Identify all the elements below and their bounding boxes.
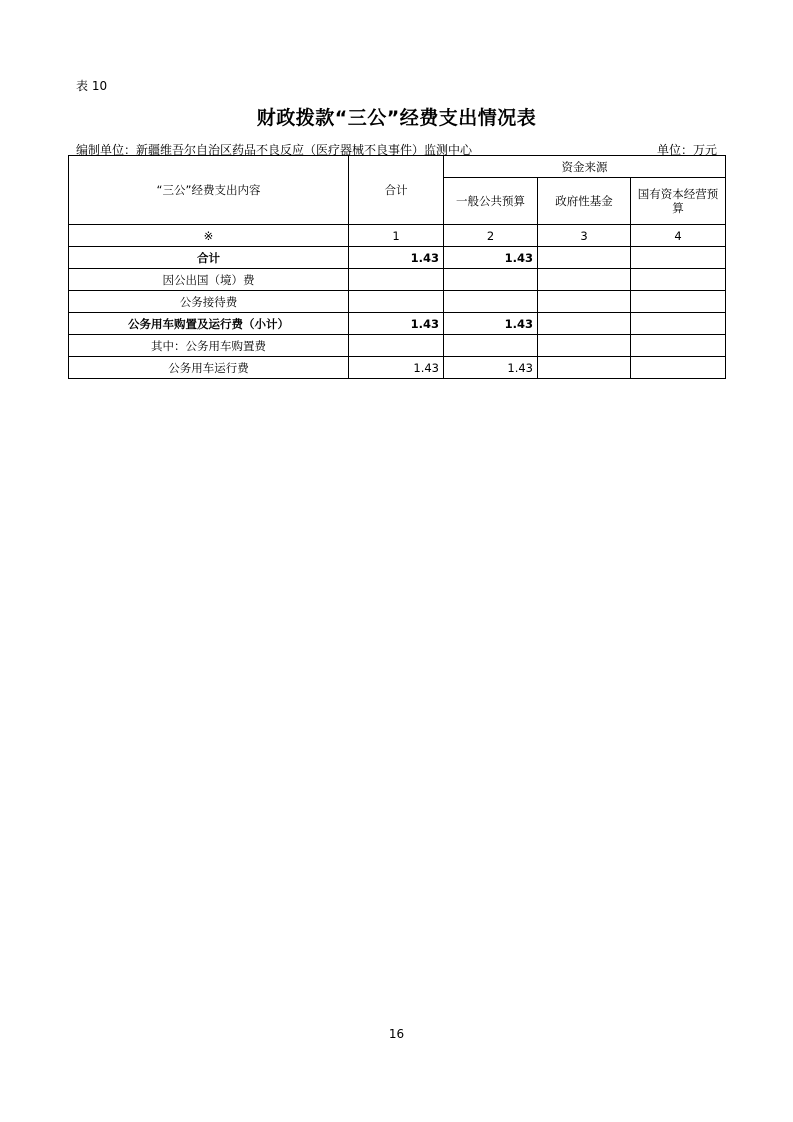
index-col-3: 3	[538, 225, 631, 247]
row-total	[349, 335, 444, 357]
table-row-vehicle-operation	[69, 357, 726, 379]
header-total: 合计	[349, 156, 444, 225]
row-state	[631, 357, 726, 379]
row-general: 1.43	[444, 357, 538, 379]
row-general: 1.43	[444, 247, 538, 269]
row-state	[631, 247, 726, 269]
row-label: 合计	[69, 247, 349, 269]
table-row-vehicle-purchase	[69, 335, 726, 357]
header-gov-fund: 政府性基金	[538, 178, 631, 225]
row-label: 其中：公务用车购置费	[69, 335, 349, 357]
row-gov	[538, 291, 631, 313]
header-state-capital: 国有资本经营预算	[631, 178, 726, 225]
row-state	[631, 313, 726, 335]
row-label: 公务接待费	[69, 291, 349, 313]
row-total	[349, 269, 444, 291]
table-label: 表 10	[76, 79, 108, 93]
page-title: 财政拨款“三公”经费支出情况表	[256, 107, 537, 129]
compiling-unit: 编制单位：新疆维吾尔自治区药品不良反应（医疗器械不良事件）监测中心	[76, 143, 473, 157]
row-total: 1.43	[349, 313, 444, 335]
header-general-budget: 一般公共预算	[444, 178, 538, 225]
page-number: 16	[388, 1027, 405, 1041]
row-total: 1.43	[349, 357, 444, 379]
row-total: 1.43	[349, 247, 444, 269]
header-content: “三公”经费支出内容	[69, 156, 349, 225]
row-general	[444, 269, 538, 291]
index-row	[69, 225, 726, 247]
row-general	[444, 291, 538, 313]
header-funding-source: 资金来源	[444, 156, 726, 178]
table-row-reception	[69, 291, 726, 313]
currency-unit: 单位：万元	[656, 143, 717, 157]
row-gov	[538, 357, 631, 379]
row-general: 1.43	[444, 313, 538, 335]
table-row-total	[69, 247, 726, 269]
table-row-travel-abroad	[69, 269, 726, 291]
table-row-vehicle-subtotal	[69, 313, 726, 335]
expense-table	[68, 155, 726, 379]
row-label: 公务用车购置及运行费（小计）	[69, 313, 349, 335]
row-state	[631, 291, 726, 313]
index-col-2: 2	[444, 225, 538, 247]
row-total	[349, 291, 444, 313]
index-col-1: 1	[349, 225, 444, 247]
row-gov	[538, 335, 631, 357]
index-label: ※	[69, 225, 349, 247]
row-label: 公务用车运行费	[69, 357, 349, 379]
row-gov	[538, 313, 631, 335]
row-state	[631, 269, 726, 291]
row-label: 因公出国（境）费	[69, 269, 349, 291]
header-row-1	[69, 156, 726, 178]
row-gov	[538, 269, 631, 291]
row-general	[444, 335, 538, 357]
index-col-4: 4	[631, 225, 726, 247]
row-state	[631, 335, 726, 357]
row-gov	[538, 247, 631, 269]
